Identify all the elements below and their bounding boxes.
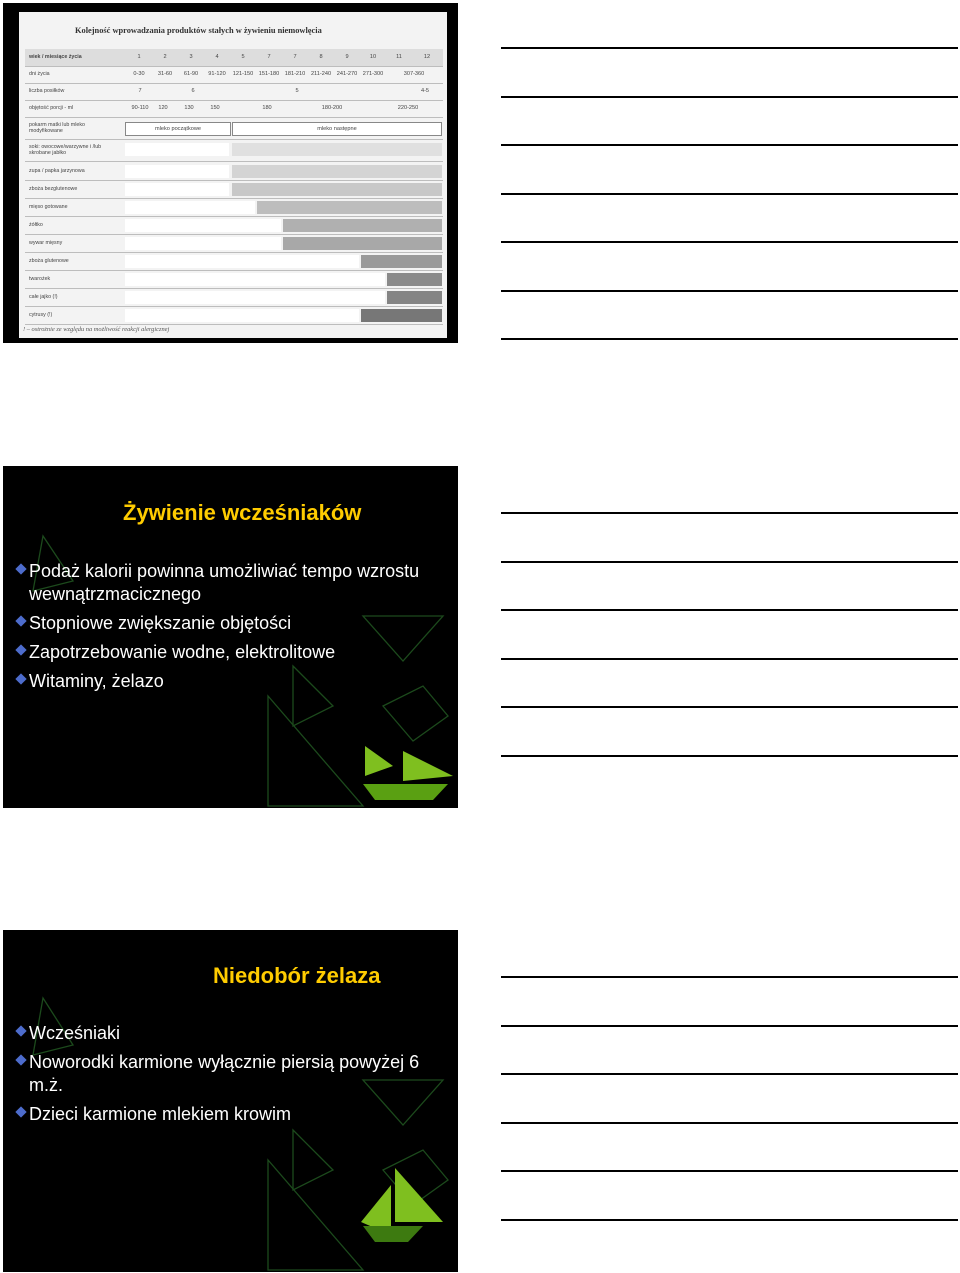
month-cell: 3: [189, 54, 193, 60]
meals-cell: 6: [191, 88, 195, 94]
month-cell: 1: [137, 54, 141, 60]
grey-bar: [232, 183, 442, 196]
list-item: Dzieci karmione mlekiem krowim: [3, 1103, 433, 1126]
table-row: [25, 49, 443, 67]
grey-bar: [232, 143, 442, 156]
days-cell: 31-60: [157, 71, 173, 77]
table-row: [25, 235, 443, 253]
table-row: [25, 289, 443, 307]
bullet-list: [3, 560, 443, 693]
table-row: [25, 141, 443, 162]
month-cell: 4: [215, 54, 219, 60]
month-cell: 8: [319, 54, 323, 60]
bullet-list: [3, 1022, 433, 1126]
row-label: soki: owocowe/warzywne i /lub skrobane jabłko: [29, 144, 102, 156]
table-row: [25, 271, 443, 289]
days-cell: 121-150: [232, 71, 254, 77]
boat-icon: [361, 1168, 443, 1242]
grey-bar: [387, 291, 442, 304]
row-label: wiek / miesiące życia: [29, 54, 82, 60]
meals-cell: 7: [138, 88, 142, 94]
row-label: pokarm matki lub mleko modyfikowane: [29, 122, 85, 134]
row-label: zboża bezglutenowe: [29, 186, 78, 192]
table-row: [25, 253, 443, 271]
meals-cell: 4-5: [420, 88, 430, 94]
list-item: Zapotrzebowanie wodne, elektrolitowe: [3, 641, 443, 664]
notes-lines: [501, 512, 958, 803]
month-cell: 11: [396, 54, 402, 60]
table-row: [25, 217, 443, 235]
milk-next-bar: mleko następne: [232, 122, 442, 136]
table-footnote: ! – ostrożnie ze względu na możliwość reakcji alergicznej: [23, 326, 170, 333]
table-row: [25, 181, 443, 199]
list-item: Wcześniaki: [3, 1022, 433, 1045]
row-label: twarożek: [29, 276, 51, 282]
grey-bar: [361, 309, 442, 322]
white-bar: [125, 237, 281, 250]
slide-title: Żywienie wcześniaków: [123, 500, 362, 525]
month-cell: 7: [267, 54, 271, 60]
milk-start-bar: mleko początkowe: [125, 122, 231, 136]
white-bar: [125, 219, 281, 232]
table-row: [25, 163, 443, 181]
portion-cell: 220-250: [397, 105, 419, 111]
diamond-bullet-icon: [15, 563, 26, 574]
meals-cell: 5: [295, 88, 299, 94]
row-label: objętość porcji - ml: [29, 105, 74, 111]
month-cell: 9: [345, 54, 349, 60]
days-cell: 0-30: [133, 71, 145, 77]
white-bar: [125, 291, 385, 304]
days-cell: 307-360: [403, 71, 425, 77]
days-cell: 211-240: [310, 71, 332, 77]
month-cell: 5: [241, 54, 245, 60]
row-label: wywar mięsny: [29, 240, 63, 246]
list-item: Podaż kalorii powinna umożliwiać tempo wzrostu wewnątrzmacicznego: [3, 560, 443, 606]
portion-cell: 130: [184, 105, 194, 111]
grey-bar: [283, 237, 442, 250]
table-title: Kolejność wprowadzania produktów stałych w żywieniu niemowlęcia: [75, 26, 322, 35]
row-label: mięso gotowane: [29, 204, 68, 210]
month-cell: 10: [369, 54, 377, 60]
grey-bar: [257, 201, 442, 214]
list-item: Noworodki karmione wyłącznie piersią powyżej 6 m.ż.: [3, 1051, 433, 1097]
slide-premature-feeding: [3, 466, 458, 808]
row-label: zboża glutenowe: [29, 258, 69, 264]
table-row: [25, 199, 443, 217]
month-cell: 2: [163, 54, 167, 60]
portion-cell: 150: [210, 105, 220, 111]
table-row: [25, 66, 443, 84]
days-cell: 91-120: [208, 71, 226, 77]
table-row: [25, 307, 443, 325]
white-bar: [125, 201, 255, 214]
table-row: [25, 83, 443, 101]
table-document: [19, 12, 447, 338]
days-cell: 271-300: [362, 71, 384, 77]
white-bar: [125, 165, 229, 178]
grey-bar: [232, 165, 442, 178]
notes-lines: [501, 976, 958, 1267]
row-label: dni życia: [29, 71, 50, 77]
grey-bar: [361, 255, 442, 268]
portion-cell: 180: [262, 105, 272, 111]
table-row: [25, 100, 443, 118]
diamond-bullet-icon: [15, 1106, 26, 1117]
row-label: liczba posiłków: [29, 88, 65, 94]
notes-lines: [501, 47, 958, 387]
diamond-bullet-icon: [15, 615, 26, 626]
grey-bar: [283, 219, 442, 232]
white-bar: [125, 143, 229, 156]
portion-cell: 90-110: [131, 105, 149, 111]
slide-table: [3, 3, 458, 343]
days-cell: 181-210: [284, 71, 306, 77]
boat-icon: [363, 746, 453, 800]
row-label: całe jajko (!): [29, 294, 58, 300]
diamond-bullet-icon: [15, 1025, 26, 1036]
slide-iron-deficiency: [3, 930, 458, 1272]
portion-cell: 180-200: [321, 105, 343, 111]
grey-bar: [387, 273, 442, 286]
month-cell: 7: [293, 54, 297, 60]
diamond-bullet-icon: [15, 1054, 26, 1065]
row-label: zupa / papka jarzynowa: [29, 168, 85, 174]
month-cell: 12: [423, 54, 431, 60]
diamond-bullet-icon: [15, 644, 26, 655]
white-bar: [125, 309, 359, 322]
white-bar: [125, 183, 229, 196]
slide-title: Niedobór żelaza: [213, 963, 381, 988]
diamond-bullet-icon: [15, 673, 26, 684]
list-item: Witaminy, żelazo: [3, 670, 443, 693]
white-bar: [125, 255, 359, 268]
days-cell: 151-180: [258, 71, 280, 77]
days-cell: 61-90: [183, 71, 199, 77]
list-item: Stopniowe zwiększanie objętości: [3, 612, 443, 635]
row-label: żółtko: [29, 222, 43, 228]
row-label: cytrusy (!): [29, 312, 53, 318]
white-bar: [125, 273, 385, 286]
table-row: [25, 119, 443, 140]
days-cell: 241-270: [336, 71, 358, 77]
portion-cell: 120: [158, 105, 168, 111]
